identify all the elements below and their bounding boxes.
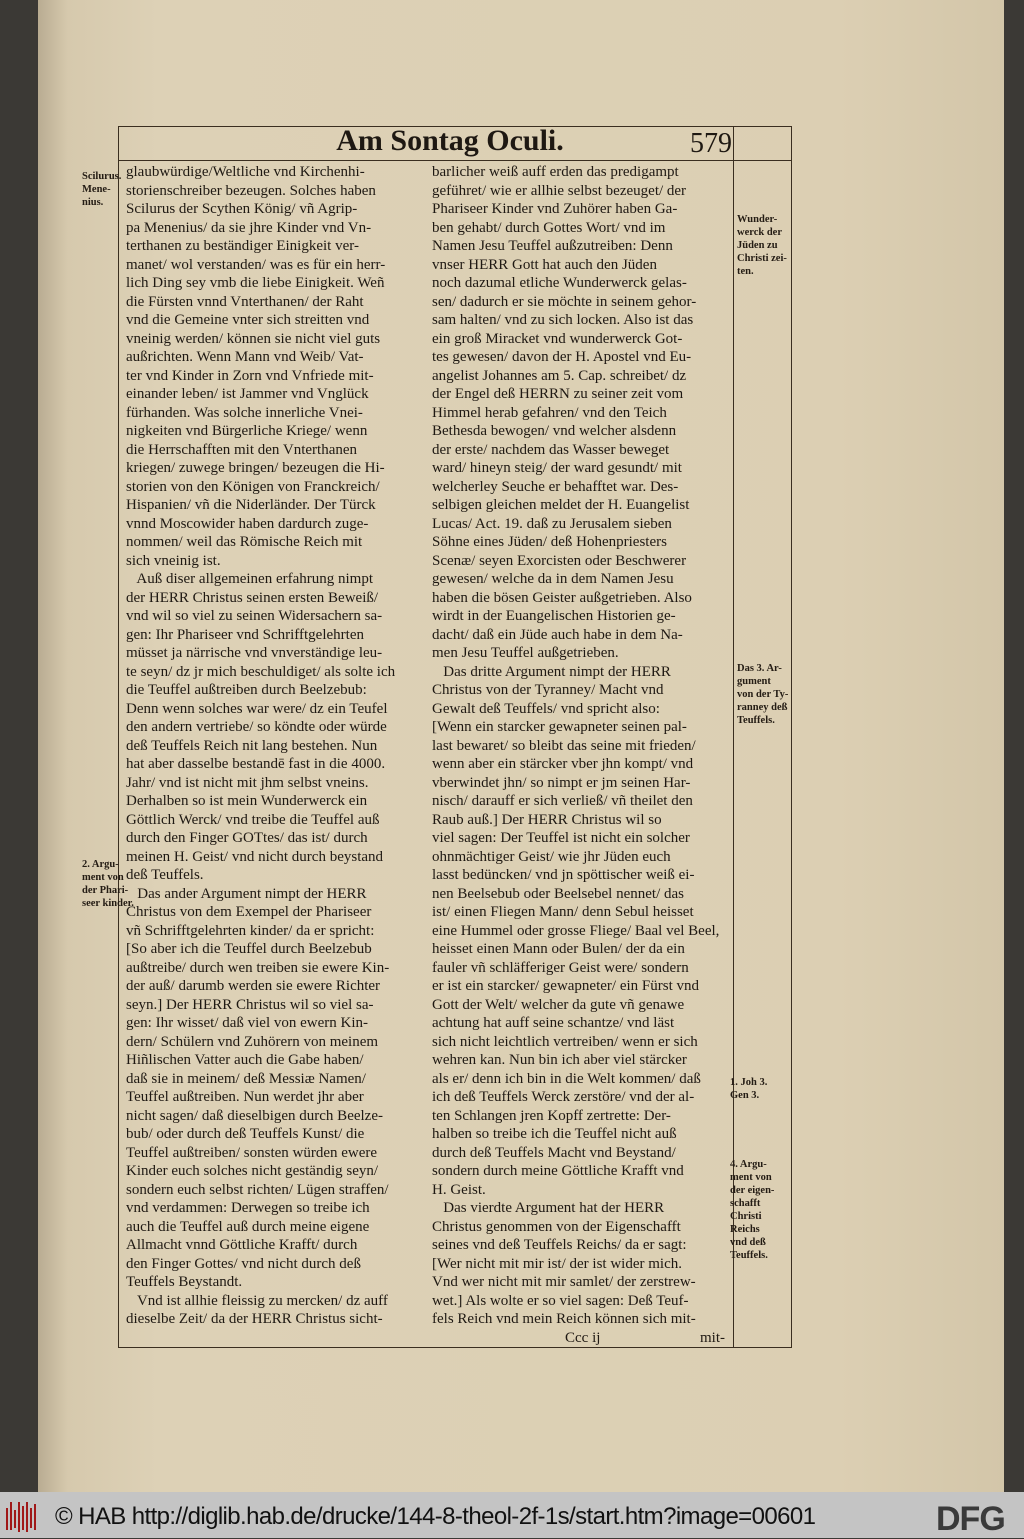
text-line: außtreibe/ durch wen treiben sie ewere Kin- [126,959,390,976]
text-line: halben so treibe ich die Teuffel nicht auß [432,1126,677,1142]
margin-note-line: schafft [730,1198,761,1209]
text-line: Christus genommen von der Eigenschafft [432,1218,681,1235]
text-line: Das ander Argument nimpt der HERR [126,885,367,902]
text-line: vberwindet jhn/ so nimpt er jm seinen Har- [432,774,691,791]
text-line: Teuffel außtreiben/ sonsten würden ewere [126,1144,378,1161]
text-line: der HERR Christus seinen ersten Beweiß/ [126,589,379,606]
text-line: wenn aber ein stärcker vber jhn kompt/ vnd [432,756,694,772]
text-line: Vnd ist allhie fleissig zu mercken/ dz auff [126,1292,388,1309]
text-line: Scenæ/ seyen Exorcisten oder Beschwerer [432,552,687,569]
text-line: vnd wil so viel zu seinen Widersachern sa- [126,608,383,624]
text-line: die Herrschafften mit den Vnterthanen [126,441,358,458]
text-line: dieselbe Zeit/ da der HERR Christus sicht- [126,1311,383,1327]
text-line: barlicher weiß auff erden das predigampt [432,164,679,180]
text-line: noch dazumal etliche Wunderwerck gelas- [432,275,687,291]
margin-note-line: Reichs [730,1224,760,1235]
text-line: seines vnd deß Teuffels Reichs/ da er sagt: [432,1237,687,1253]
text-line: gewesen/ welche da in dem Namen Jesu [432,571,674,587]
margin-note-line: Teuffels. [730,1250,768,1261]
page-title: Am Sontag Oculi. [336,124,564,157]
text-line: die Teuffel außtreiben durch Beelzebub: [126,682,367,698]
margin-note-line: der Phari- [82,885,129,896]
text-line: vnser HERR Gott hat auch den Jüden [432,256,657,273]
text-line: nigkeiten vnd Bürgerliche Kriege/ wenn [126,423,368,439]
text-line: ohnmächtiger Geist/ wie jhr Jüden euch [432,848,671,865]
text-line: [So aber ich die Teuffel durch Beelzebub [126,941,372,957]
text-line: terthanen zu beständiger Einigkeit ver- [126,238,359,254]
right-text-column [432,163,732,1329]
text-line: hat aber dasselbe bestandē fast in die 4000. [126,756,386,772]
text-line: nen Beelsebub oder Beelsebel nennet/ das [432,885,684,902]
text-line: Hiñlischen Vatter auch die Gabe haben/ [126,1052,364,1068]
text-line: ward/ hineyn steig/ der ward gesundt/ mit [432,460,682,476]
text-line: Namen Jesu Teuffel außzutreiben: Denn [432,238,673,254]
text-line: nicht sagen/ daß dieselbigen durch Beelze- [126,1107,383,1124]
margin-note-line: von der Ty- [737,689,789,700]
margin-note-line: 2. Argu- [82,859,119,870]
margin-note-argument-3 [737,662,788,727]
text-line: storienschreiber bezeugen. Solches haben [126,182,376,199]
text-line: Scilurus der Scythen König/ vñ Agrip- [126,201,358,217]
text-line: den Finger Gottes/ vnd nicht durch deß [126,1255,361,1272]
text-line: Kinder euch solches nicht geständig seyn/ [126,1163,379,1179]
text-line: pa Menenius/ da sie jhre Kinder vnd Vn- [126,219,372,236]
text-line: Gewalt deß Teuffels/ vnd spricht also: [432,700,660,717]
margin-note-line: seer kinder. [82,898,134,909]
text-line: gen: Ihr Phariseer vnd Schrifftgelehrten [126,626,364,643]
text-line: sam halten/ vnd zu sich locken. Also ist das [432,312,694,328]
text-line: lasst bedüncken/ vnd jn spöttischer weiß ei- [432,867,695,883]
margin-note-argument-2 [82,858,134,910]
text-line: dacht/ daß ein Jüde auch habe in dem Na- [432,626,683,643]
text-line: Söhne eines Jüden/ deß Hohenpriesters [432,534,667,550]
text-line: seyn.] Der HERR Christus wil so viel sa- [126,996,374,1013]
text-line: Hispanien/ vñ die Niderländer. Der Türck [126,497,376,513]
text-line: den andern vertriebe/ so köndte oder würde [126,719,387,735]
text-line: Das dritte Argument nimpt der HERR [432,663,671,680]
text-line: Himmel herab gefahren/ vnd den Teich [432,404,667,421]
text-line: als er/ denn ich bin in die Welt kommen/ daß [432,1070,701,1087]
text-line: vnd verdammen: Derwegen so treibe ich [126,1200,370,1216]
margin-note-line: Gen 3. [730,1090,760,1101]
text-line: vnnd Moscowider haben dardurch zuge- [126,515,369,532]
text-line: meinen H. Geist/ vnd nicht durch beystand [126,848,384,865]
text-line: ist/ einen Fliegen Mann/ denn Sebul heisset [432,904,694,920]
text-line: Gott der Welt/ welcher da gute vñ genawe [432,996,685,1013]
text-line: vneinig werden/ können sie nicht viel guts [126,330,381,347]
margin-note-line: ment von [730,1172,772,1183]
text-line: sich nicht leichtlich vertreiben/ wenn er sich [432,1033,698,1050]
text-line: vñ Schrifftgelehrten kinder/ da er spricht: [126,922,375,939]
margin-note-joh [730,1076,767,1102]
signature-mark: Ccc ij [565,1330,601,1346]
text-line: nommen/ weil das Römische Reich mit [126,534,363,550]
text-line: einander leben/ ist Jammer vnd Vnglück [126,386,369,402]
margin-note-line: Christi [730,1211,762,1222]
margin-note-line: ment von [82,872,124,883]
text-line: Jahr/ vnd ist nicht mit jhm selbst vneins. [126,774,369,791]
text-line: außrichten. Wenn Mann vnd Weib/ Vat- [126,349,364,365]
text-line: geführet/ wie er allhie selbst bezeuget/ der [432,182,687,199]
margin-note-line: werck der [737,227,782,238]
text-line: vnd die Gemeine vnter sich streitten vnd [126,312,370,328]
margin-note-line: 1. Joh 3. [730,1077,768,1088]
page-number: 579 [690,128,732,159]
margin-note-line: Scilurus. [82,171,122,182]
dfg-logo: DFG [936,1500,1005,1538]
text-line: der Engel deß HERRN zu seiner zeit vom [432,386,684,402]
text-line: fels Reich vnd mein Reich können sich mit- [432,1311,696,1327]
margin-note-line: gument [737,676,771,687]
margin-note-wunderwerck [737,213,787,278]
copyright-link[interactable]: © HAB http://diglib.hab.de/drucke/144-8-theol-2f-1s/start.htm?image=00601 [55,1503,816,1530]
text-line: kriegen/ zuwege bringen/ bezeugen die Hi- [126,460,385,476]
catchword: mit- [700,1330,725,1346]
text-line: [Wer nicht mit mir ist/ der ist wider mich. [432,1255,682,1272]
text-line: angelist Johannes am 5. Cap. schreibet/ dz [432,367,687,384]
text-line: durch deß Teuffels Macht vnd Beystand/ [432,1144,676,1161]
text-line: eine Hummel oder grosse Fliege/ Baal vel Beel, [432,922,720,939]
text-line: manet/ wol verstanden/ was es für ein herr- [126,256,386,273]
header-rule [118,160,792,161]
text-line: der auß/ darumb werden sie ewere Richter [126,978,381,994]
left-text-column [126,163,426,1329]
text-line: daß sie in meinem/ deß Messiæ Namen/ [126,1070,366,1087]
text-line: gen: Ihr wisset/ daß viel von ewern Kin- [126,1015,369,1031]
margin-note-line: vnd deß [730,1237,766,1248]
text-line: er ist ein starcker/ gewapneter/ ein Fürst vnd [432,978,699,994]
margin-note-line: der eigen- [730,1185,775,1196]
text-line: [Wenn ein starcker gewapneter seinen pal- [432,719,687,735]
text-line: selbigen gleichen meldet der H. Euangelist [432,497,690,513]
text-line: Göttlich Werck/ vnd treibe die Teuffel auß [126,811,380,828]
margin-note-line: ranney deß [737,702,788,713]
text-line: last bewaret/ so bleibt das seine mit frieden/ [432,737,696,754]
margin-note-line: Jüden zu [737,240,778,251]
text-line: auch die Teuffel auß durch meine eigene [126,1218,370,1235]
margin-note-line: Teuffels. [737,715,775,726]
margin-note-line: ten. [737,266,754,277]
text-line: ein groß Miracket vnd wunderwerck Got- [432,330,683,347]
hab-logo-icon [6,1502,40,1532]
text-line: Denn wenn solches war were/ dz ein Teufel [126,700,388,717]
text-line: wet.] Als wolte er so viel sagen: Deß Teuf- [432,1292,689,1309]
text-line: deß Teuffels. [126,867,204,883]
text-line: Bethesda bewogen/ vnd welcher alsdenn [432,423,677,439]
text-line: Vnd wer nicht mit mir samlet/ der zerstrew- [432,1274,696,1290]
text-line: Christus von dem Exempel der Phariseer [126,904,372,920]
text-line: te seyn/ dz jr mich beschuldiget/ als solte ich [126,663,396,680]
text-line: müsset ja närrische vnd vnverständige leu- [126,645,383,661]
text-line: Das vierdte Argument hat der HERR [432,1200,665,1216]
text-line: heisset einen Mann oder Bulen/ der da ein [432,941,685,957]
text-line: sondern durch meine Göttliche Krafft vnd [432,1163,684,1179]
text-line: bub/ oder durch deß Teuffels Kunst/ die [126,1126,365,1142]
margin-note-line: Christi zei- [737,253,787,264]
text-line: glaubwürdige/Weltliche vnd Kirchenhi- [126,164,365,180]
text-line: deß Teuffels Reich nit lang bestehen. Nun [126,737,378,754]
text-line: ben gehabt/ durch Gottes Wort/ vnd im [432,219,666,236]
text-line: ter vnd Kinder in Zorn vnd Vnfriede mit- [126,367,374,384]
text-line: sen/ dadurch er sie möchte in seinem gehor- [432,293,697,310]
text-line: Phariseer Kinder vnd Zuhörer haben Ga- [432,201,678,217]
text-line: Auß diser allgemeinen erfahrung nimpt [126,571,374,587]
margin-note-argument-4 [730,1158,774,1262]
text-line: Allmacht vnnd Göttliche Krafft/ durch [126,1237,358,1253]
margin-note-line: 4. Argu- [730,1159,767,1170]
text-line: lich Ding sey vmb die liebe Einigkeit. Weñ [126,275,385,291]
margin-note-line: nius. [82,197,104,208]
text-line: fürhanden. Was solche innerliche Vnei- [126,404,363,421]
text-line: der erste/ nachdem das Wasser beweget [432,441,670,458]
text-line: Raub auß.] Der HERR Christus wil so [432,811,662,828]
text-line: Derhalben so ist mein Wunderwerck ein [126,793,368,809]
text-line: ich deß Teuffels Werck zerstöre/ vnd der al- [432,1089,695,1105]
text-line: die Fürsten vnnd Vnterthanen/ der Raht [126,293,364,310]
text-line: wirdt in der Euangelischen Historien ge- [432,608,676,624]
text-line: Lucas/ Act. 19. daß zu Jerusalem sieben [432,515,672,532]
text-line: tes gewesen/ davon der H. Apostel vnd Eu- [432,349,692,365]
text-line: ten Schlangen jren Kopff zertrette: Der- [432,1107,671,1124]
margin-note-line: Das 3. Ar- [737,663,782,674]
text-line: fauler vñ schläfferiger Geist were/ sondern [432,959,689,976]
text-line: H. Geist. [432,1181,486,1198]
text-line: viel sagen: Der Teuffel ist nicht ein solcher [432,830,690,846]
text-line: sondern euch selbst richten/ Lügen straffen/ [126,1181,389,1198]
margin-note-line: Mene- [82,184,111,195]
text-line: storien von den Königen von Franckreich/ [126,478,380,495]
text-line: sich vneinig ist. [126,552,221,569]
margin-note-scilurus [82,170,121,209]
text-line: dern/ Schülern vnd Zuhörern von meinem [126,1033,379,1050]
text-line: welcherley Seuche er behafftet war. Des- [432,478,679,495]
text-line: achtung hat auff seine schantze/ vnd läst [432,1015,675,1031]
text-line: Teuffel außtreiben. Nun werdet jhr aber [126,1089,364,1105]
margin-note-line: Wunder- [737,214,778,225]
text-line: men Jesu Teuffel außgetrieben. [432,645,619,661]
text-line: Teuffels Beystandt. [126,1274,243,1290]
text-line: haben die bösen Geister außgetrieben. Also [432,589,692,606]
text-line: durch den Finger GOTtes/ das ist/ durch [126,830,368,846]
text-line: wehren kan. Nun bin ich aber viel stärcker [432,1052,687,1068]
text-line: nisch/ darauff er sich verließ/ vñ theilet den [432,793,693,809]
text-line: Christus von der Tyranney/ Macht vnd [432,682,664,698]
